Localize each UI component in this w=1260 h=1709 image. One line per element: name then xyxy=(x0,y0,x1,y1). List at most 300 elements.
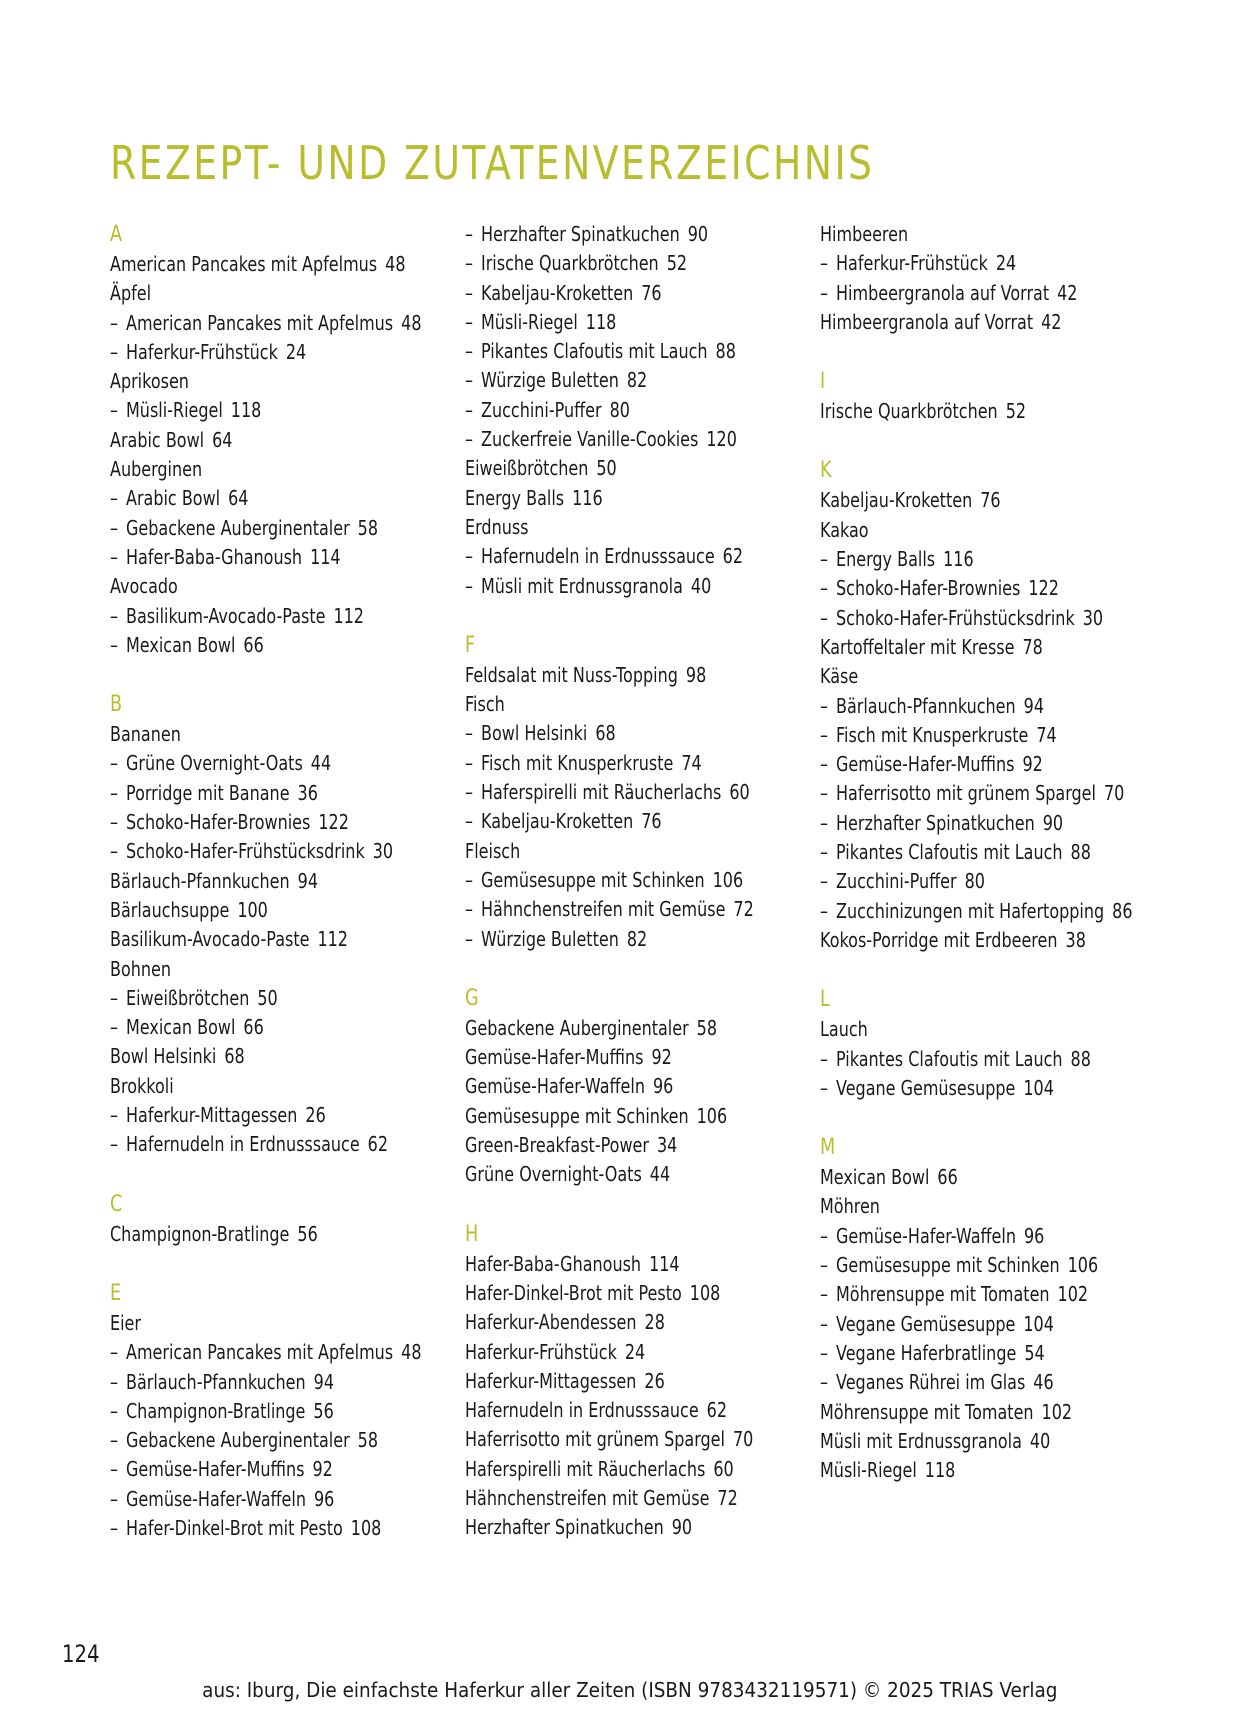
entry-page: 114 xyxy=(649,1251,680,1276)
dash: – xyxy=(110,310,118,335)
entry-text: Gebackene Auberginentaler xyxy=(465,1015,689,1040)
dash: – xyxy=(820,1223,828,1248)
entry-page: 90 xyxy=(1042,810,1064,835)
entry-text: Green-Breakfast-Power xyxy=(465,1133,649,1158)
index-section xyxy=(465,631,805,954)
entry-page: 66 xyxy=(243,1015,264,1040)
entry-page: 26 xyxy=(305,1103,326,1128)
entry-text: Hafernudeln in Erdnusssauce xyxy=(465,1398,699,1423)
entry-page: 116 xyxy=(572,485,603,510)
entry-text: Kakao xyxy=(820,517,869,542)
entry-text: Mexican Bowl xyxy=(126,1015,236,1040)
entry-text: Gemüse-Hafer-Waffeln xyxy=(126,1486,306,1511)
entry-page: 92 xyxy=(312,1457,333,1482)
index-entry xyxy=(820,308,1160,337)
entry-page: 94 xyxy=(297,868,319,893)
index-entry xyxy=(820,1427,1160,1456)
dash: – xyxy=(110,1340,118,1365)
entry-page: 36 xyxy=(297,780,318,805)
entry-text: Müsli-Riegel xyxy=(126,398,223,423)
entry-page: 112 xyxy=(333,603,364,628)
index-entry xyxy=(465,1425,805,1454)
index-section xyxy=(465,984,805,1190)
index-entry xyxy=(820,1398,1160,1427)
entry-page: 118 xyxy=(585,309,617,334)
entry-text: Kabeljau-Kroketten xyxy=(820,488,973,513)
dash: – xyxy=(820,752,828,777)
entry-page: 120 xyxy=(706,427,737,452)
index-entry xyxy=(820,1163,1160,1192)
dash: – xyxy=(820,1046,828,1071)
dash: – xyxy=(465,222,473,246)
index-entry xyxy=(465,1484,805,1513)
entry-text: Haferrisotto mit grünem Spargel xyxy=(836,781,1096,806)
section-letter: F xyxy=(465,632,476,658)
dash: – xyxy=(820,1311,828,1336)
entry-text: Haferspirelli mit Räucherlachs xyxy=(481,780,722,805)
index-section xyxy=(110,1279,450,1543)
entry-page: 60 xyxy=(729,780,750,805)
dash: – xyxy=(110,810,118,835)
dash: – xyxy=(465,750,473,775)
entry-page: 48 xyxy=(401,310,422,335)
entry-text: Vegane Haferbratlinge xyxy=(836,1340,1017,1365)
entry-text: Herzhafter Spinatkuchen xyxy=(836,810,1035,835)
entry-page: 78 xyxy=(1022,634,1043,659)
entry-page: 122 xyxy=(1028,576,1059,601)
entry-text: Champignon-Bratlinge xyxy=(110,1221,290,1246)
entry-text: Gebackene Auberginentaler xyxy=(126,1428,350,1453)
entry-page: 92 xyxy=(1022,752,1043,777)
entry-page: 60 xyxy=(713,1456,734,1481)
entry-text: Hafernudeln in Erdnusssauce xyxy=(481,544,715,569)
index-subentry xyxy=(110,1397,450,1426)
entry-page: 70 xyxy=(732,1427,754,1452)
entry-text: Schoko-Hafer-Frühstücksdrink xyxy=(126,839,365,864)
index-subentry xyxy=(820,1368,1160,1397)
entry-page: 86 xyxy=(1112,898,1133,923)
index-subentry xyxy=(820,1251,1160,1280)
index-entry xyxy=(465,661,805,690)
entry-page: 56 xyxy=(313,1398,334,1423)
entry-text: Fisch mit Knusperkruste xyxy=(481,750,674,775)
index-subentry xyxy=(110,749,450,778)
entry-text: Bowl Helsinki xyxy=(481,721,588,746)
dash: – xyxy=(820,1370,828,1395)
entry-text: Haferkur-Abendessen xyxy=(465,1310,637,1335)
index-section xyxy=(110,1190,450,1249)
entry-page: 72 xyxy=(717,1485,738,1510)
entry-text: Möhrensuppe mit Tomaten xyxy=(820,1399,1034,1424)
entry-page: 80 xyxy=(964,869,985,894)
dash: – xyxy=(465,251,473,276)
index-entry xyxy=(820,516,1160,545)
entry-page: 102 xyxy=(1057,1282,1089,1307)
index-subentry xyxy=(110,514,450,543)
index-column-3 xyxy=(820,220,1160,1485)
index-subentry xyxy=(820,838,1160,867)
entry-text: Haferkur-Mittagessen xyxy=(465,1368,637,1393)
entry-text: Porridge mit Banane xyxy=(126,780,290,805)
entry-page: 30 xyxy=(1082,605,1104,630)
index-subentry xyxy=(110,837,450,866)
index-entry xyxy=(110,955,450,984)
dash: – xyxy=(820,840,828,865)
dash: – xyxy=(465,897,473,922)
index-entry xyxy=(820,662,1160,691)
entry-text: Hafer-Baba-Ghanoush xyxy=(465,1251,642,1276)
index-entry xyxy=(110,867,450,896)
dash: – xyxy=(820,898,828,923)
section-letter: A xyxy=(110,222,123,247)
dash: – xyxy=(820,693,828,718)
entry-page: 44 xyxy=(649,1162,671,1187)
index-subentry xyxy=(465,572,805,601)
index-subentry xyxy=(820,750,1160,779)
entry-page: 74 xyxy=(1036,722,1057,747)
entry-text: Erdnuss xyxy=(465,514,529,539)
entry-text: Kabeljau-Kroketten xyxy=(481,280,634,305)
entry-page: 46 xyxy=(1033,1370,1054,1395)
dash: – xyxy=(820,1075,828,1100)
index-subentry xyxy=(465,337,805,366)
entry-text: Vegane Gemüsesuppe xyxy=(836,1075,1016,1100)
index-entry xyxy=(820,220,1160,249)
index-subentry xyxy=(465,308,805,337)
index-section xyxy=(820,456,1160,955)
entry-text: Kabeljau-Kroketten xyxy=(481,809,634,834)
index-column-1 xyxy=(110,220,450,1543)
index-subentry xyxy=(465,396,805,425)
entry-text: Himbeergranola auf Vorrat xyxy=(836,280,1050,305)
index-subentry xyxy=(110,808,450,837)
index-entry xyxy=(110,279,450,308)
entry-text: Champignon-Bratlinge xyxy=(126,1398,306,1423)
entry-page: 42 xyxy=(1041,309,1062,334)
entry-text: Kokos-Porridge mit Erdbeeren xyxy=(820,927,1058,952)
dash: – xyxy=(465,809,473,834)
dash: – xyxy=(465,780,473,805)
index-entry xyxy=(110,426,450,455)
index-subentry xyxy=(820,867,1160,896)
index-entry xyxy=(110,250,450,279)
entry-page: 70 xyxy=(1103,781,1125,806)
index-entry xyxy=(465,1014,805,1043)
index-subentry xyxy=(465,425,805,454)
index-entry xyxy=(820,926,1160,955)
index-subentry xyxy=(820,721,1160,750)
index-subentry xyxy=(820,249,1160,278)
entry-text: Zuckerfreie Vanille-Cookies xyxy=(481,427,699,452)
entry-text: Äpfel xyxy=(110,281,152,306)
entry-text: Zucchinizungen mit Hafertopping xyxy=(836,898,1105,923)
entry-page: 90 xyxy=(671,1515,693,1540)
index-subentry xyxy=(110,543,450,572)
entry-text: Gemüse-Hafer-Waffeln xyxy=(465,1074,645,1099)
index-subentry xyxy=(110,1101,450,1130)
section-letter: E xyxy=(110,1280,122,1306)
entry-text: Würzige Buletten xyxy=(481,368,619,393)
index-entry xyxy=(110,572,450,601)
entry-text: Gebackene Auberginentaler xyxy=(126,515,350,540)
index-entry xyxy=(465,1367,805,1396)
index-subentry xyxy=(110,1514,450,1543)
entry-text: Gemüsesuppe mit Schinken xyxy=(465,1103,689,1128)
entry-page: 118 xyxy=(230,398,262,423)
entry-text: American Pancakes mit Apfelmus xyxy=(110,252,378,276)
index-section xyxy=(465,220,805,601)
entry-page: 38 xyxy=(1065,927,1086,952)
index-entry xyxy=(110,896,450,925)
dash: – xyxy=(820,722,828,747)
dash: – xyxy=(110,751,118,776)
entry-text: Eiweißbrötchen xyxy=(465,456,589,481)
dash: – xyxy=(110,1457,118,1482)
entry-page: 52 xyxy=(666,251,688,276)
index-subentry xyxy=(820,692,1160,721)
entry-page: 26 xyxy=(644,1368,665,1393)
entry-text: Hähnchenstreifen mit Gemüse xyxy=(465,1485,710,1510)
entry-text: Gemüse-Hafer-Muffins xyxy=(465,1045,644,1070)
index-section xyxy=(820,220,1160,337)
entry-text: Himbeeren xyxy=(820,222,909,246)
index-subentry xyxy=(110,1455,450,1484)
dash: – xyxy=(110,1103,118,1128)
entry-text: American Pancakes mit Apfelmus xyxy=(126,310,394,335)
entry-text: Schoko-Hafer-Brownies xyxy=(126,810,311,835)
entry-page: 92 xyxy=(651,1045,672,1070)
dash: – xyxy=(465,368,473,393)
entry-text: Gemüse-Hafer-Waffeln xyxy=(836,1223,1016,1248)
entry-text: Grüne Overnight-Oats xyxy=(465,1162,642,1187)
index-subentry xyxy=(820,574,1160,603)
dash: – xyxy=(465,573,473,598)
index-entry xyxy=(465,454,805,483)
entry-text: Gemüsesuppe mit Schinken xyxy=(836,1253,1060,1278)
entry-text: Herzhafter Spinatkuchen xyxy=(465,1515,664,1540)
entry-page: 24 xyxy=(624,1339,646,1364)
entry-text: Fisch xyxy=(465,692,505,717)
index-subentry xyxy=(820,1310,1160,1339)
entry-page: 96 xyxy=(1023,1223,1045,1248)
index-subentry xyxy=(110,1338,450,1367)
entry-page: 80 xyxy=(609,397,630,422)
index-section xyxy=(110,690,450,1159)
dash: – xyxy=(110,1369,118,1394)
entry-page: 48 xyxy=(401,1340,422,1365)
index-entry xyxy=(465,837,805,866)
index-section xyxy=(465,1220,805,1543)
dash: – xyxy=(465,544,473,569)
index-entry xyxy=(820,1456,1160,1485)
entry-page: 96 xyxy=(652,1074,674,1099)
footer-text: aus: Iburg, Die einfachste Haferkur aller Zeiten (ISBN 9783432119571) © 2025 TRIAS Verlag xyxy=(202,1678,1058,1702)
entry-text: Arabic Bowl xyxy=(126,486,221,511)
entry-page: 24 xyxy=(995,251,1017,276)
index-entry xyxy=(820,1192,1160,1221)
entry-text: Lauch xyxy=(820,1017,868,1042)
entry-page: 104 xyxy=(1023,1311,1054,1336)
entry-page: 52 xyxy=(1005,399,1027,424)
dash: – xyxy=(820,1253,828,1278)
entry-text: Gemüsesuppe mit Schinken xyxy=(481,867,705,892)
entry-text: Energy Balls xyxy=(836,547,936,572)
index-subentry xyxy=(465,220,805,249)
index-entry xyxy=(465,1072,805,1101)
entry-page: 58 xyxy=(357,1428,379,1453)
dash: – xyxy=(820,869,828,894)
index-subentry xyxy=(465,778,805,807)
index-entry xyxy=(465,1455,805,1484)
dash: – xyxy=(820,251,828,276)
index-entry xyxy=(465,690,805,719)
entry-text: Möhren xyxy=(820,1194,880,1219)
index-subentry xyxy=(110,631,450,660)
section-letter: L xyxy=(820,987,830,1013)
entry-text: Hafernudeln in Erdnusssauce xyxy=(126,1132,360,1157)
index-entry xyxy=(465,1513,805,1542)
dash: – xyxy=(110,603,118,628)
dash: – xyxy=(820,576,828,601)
entry-text: Bananen xyxy=(110,722,181,747)
index-entry xyxy=(465,1338,805,1367)
entry-text: Bärlauch-Pfannkuchen xyxy=(836,693,1016,718)
dash: – xyxy=(110,632,118,657)
entry-text: Fisch mit Knusperkruste xyxy=(836,722,1029,747)
entry-page: 106 xyxy=(1067,1253,1099,1278)
entry-page: 44 xyxy=(310,751,332,776)
index-subentry xyxy=(465,719,805,748)
dash: – xyxy=(465,309,473,334)
entry-text: Eier xyxy=(110,1310,141,1335)
index-subentry xyxy=(110,779,450,808)
entry-text: Haferkur-Mittagessen xyxy=(126,1103,298,1128)
entry-text: Haferrisotto mit grünem Spargel xyxy=(465,1427,725,1452)
section-letter: H xyxy=(465,1221,479,1247)
entry-page: 42 xyxy=(1057,280,1078,305)
index-entry xyxy=(465,1308,805,1337)
entry-text: Bärlauch-Pfannkuchen xyxy=(110,868,290,893)
dash: – xyxy=(820,605,828,630)
index-entry xyxy=(110,455,450,484)
index-section xyxy=(110,220,450,660)
dash: – xyxy=(110,985,118,1010)
index-section xyxy=(820,1133,1160,1485)
entry-page: 90 xyxy=(687,222,709,246)
entry-text: Zucchini-Puffer xyxy=(836,869,957,894)
entry-page: 102 xyxy=(1041,1399,1073,1424)
entry-page: 68 xyxy=(224,1044,245,1069)
entry-text: Müsli-Riegel xyxy=(481,309,578,334)
index-entry xyxy=(465,1160,805,1189)
dash: – xyxy=(110,1132,118,1157)
section-letter: B xyxy=(110,692,123,718)
dash: – xyxy=(820,1340,828,1365)
index-entry xyxy=(465,484,805,513)
entry-page: 100 xyxy=(237,897,268,922)
index-subentry xyxy=(465,866,805,895)
dash: – xyxy=(820,547,828,572)
entry-page: 68 xyxy=(595,721,616,746)
entry-text: Aprikosen xyxy=(110,369,189,394)
section-letter: I xyxy=(820,369,826,395)
entry-text: Schoko-Hafer-Brownies xyxy=(836,576,1021,601)
entry-page: 108 xyxy=(350,1515,382,1540)
dash: – xyxy=(110,1515,118,1540)
index-subentry xyxy=(820,809,1160,838)
entry-text: Zucchini-Puffer xyxy=(481,397,602,422)
entry-text: Basilikum-Avocado-Paste xyxy=(110,927,310,952)
entry-page: 94 xyxy=(313,1369,335,1394)
dash: – xyxy=(465,339,473,364)
index-subentry xyxy=(110,1368,450,1397)
index-subentry xyxy=(110,1130,450,1159)
index-subentry xyxy=(465,895,805,924)
index-subentry xyxy=(820,1074,1160,1103)
entry-page: 66 xyxy=(243,632,264,657)
index-entry xyxy=(110,1309,450,1338)
dash: – xyxy=(465,867,473,892)
entry-text: Bohnen xyxy=(110,956,172,981)
dash: – xyxy=(465,427,473,452)
entry-page: 54 xyxy=(1024,1340,1045,1365)
entry-text: Bärlauch-Pfannkuchen xyxy=(126,1369,306,1394)
index-subentry xyxy=(465,749,805,778)
entry-text: Schoko-Hafer-Frühstücksdrink xyxy=(836,605,1075,630)
entry-page: 104 xyxy=(1023,1075,1054,1100)
index-entry xyxy=(110,925,450,954)
entry-page: 62 xyxy=(706,1398,728,1423)
index-entry xyxy=(465,1043,805,1072)
index-entry xyxy=(820,397,1160,426)
entry-page: 106 xyxy=(712,867,744,892)
entry-page: 76 xyxy=(641,809,662,834)
dash: – xyxy=(110,780,118,805)
index-subentry xyxy=(110,396,450,425)
index-subentry xyxy=(820,545,1160,574)
index-subentry xyxy=(110,984,450,1013)
index-subentry xyxy=(110,1426,450,1455)
entry-text: Irische Quarkbrötchen xyxy=(820,399,998,424)
index-entry xyxy=(820,633,1160,662)
entry-text: Brokkoli xyxy=(110,1073,174,1098)
entry-page: 50 xyxy=(257,985,278,1010)
entry-text: Haferkur-Frühstück xyxy=(465,1339,617,1364)
index-entry xyxy=(110,1072,450,1101)
index-subentry xyxy=(110,309,450,338)
entry-page: 64 xyxy=(212,427,233,452)
index-subentry xyxy=(820,279,1160,308)
index-entry xyxy=(465,1396,805,1425)
index-entry xyxy=(110,720,450,749)
entry-page: 122 xyxy=(318,810,349,835)
entry-text: Kartoffeltaler mit Kresse xyxy=(820,634,1015,659)
index-entry xyxy=(465,1102,805,1131)
dash: – xyxy=(110,339,118,364)
index-subentry xyxy=(110,1013,450,1042)
entry-text: Pikantes Clafoutis mit Lauch xyxy=(481,339,708,364)
index-section xyxy=(820,367,1160,426)
dash: – xyxy=(820,781,828,806)
index-entry xyxy=(820,486,1160,515)
page-number: 124 xyxy=(62,1640,100,1668)
entry-text: Käse xyxy=(820,664,859,689)
entry-text: Basilikum-Avocado-Paste xyxy=(126,603,326,628)
entry-page: 62 xyxy=(722,544,744,569)
index-entry xyxy=(465,1131,805,1160)
index-subentry xyxy=(820,897,1160,926)
entry-page: 58 xyxy=(696,1015,718,1040)
